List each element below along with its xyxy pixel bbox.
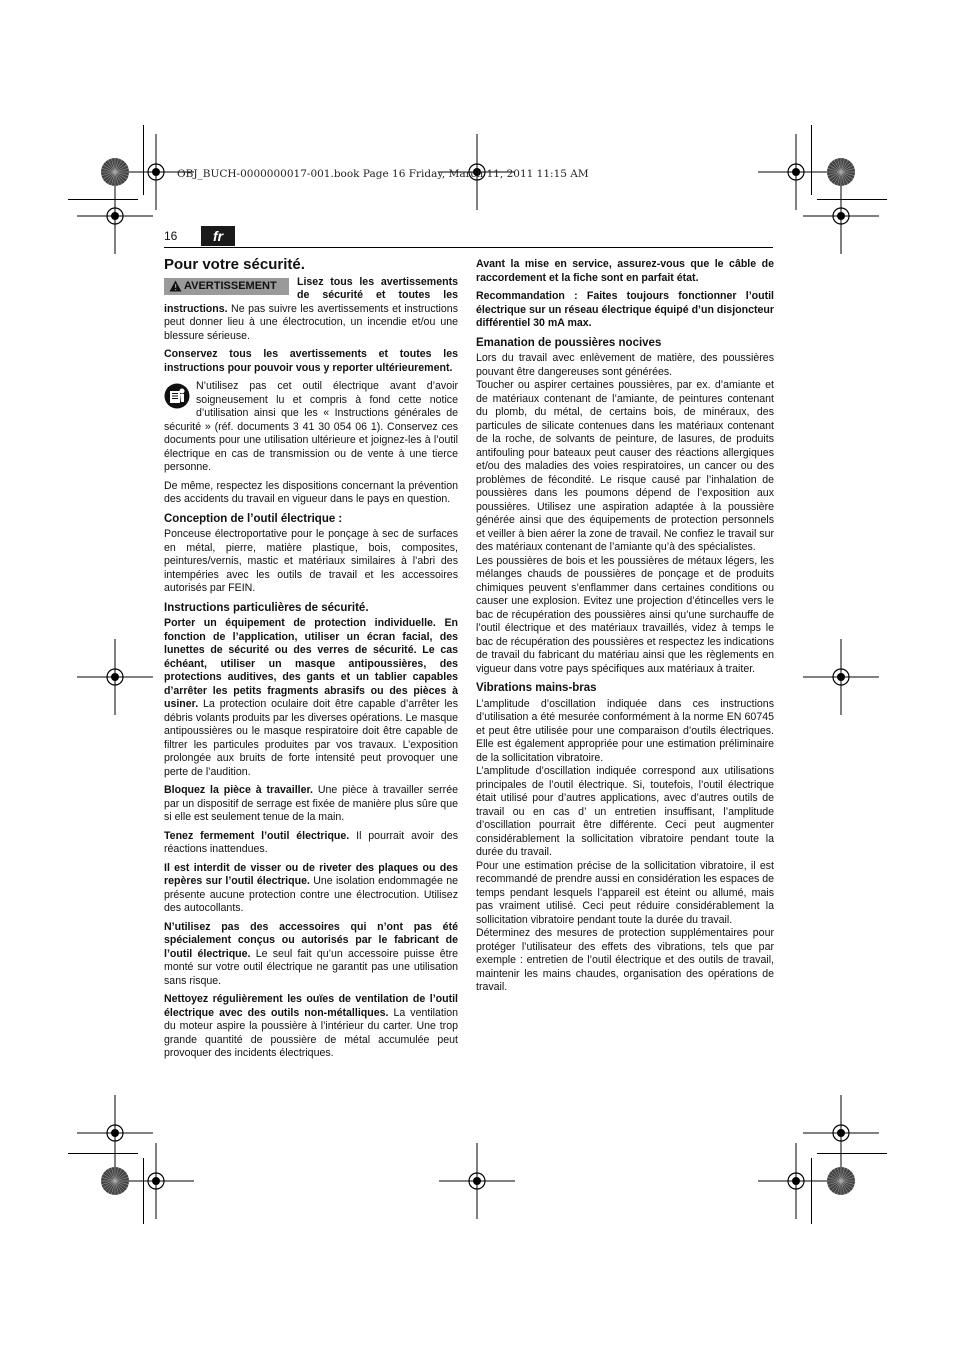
language-tab: fr [201,226,235,246]
heading-dust: Emanation de poussières nocives [476,336,662,349]
crop-mark [811,125,812,195]
warning-badge: AVERTISSEMENT [164,278,289,295]
crop-mark [68,1153,138,1154]
crop-mark [817,1153,887,1154]
color-rosette-mark [826,1166,856,1196]
keep-instructions: Conservez tous les avertissements et toutes les instructions pour pouvoir vous y reporter ultérieurement. [164,348,458,374]
crop-mark [68,199,138,200]
crop-mark [811,1158,812,1224]
crosshair-mark [75,637,155,717]
page-number: 16 [164,229,178,243]
header-rule [164,247,773,248]
crosshair-mark [801,637,881,717]
crop-mark [143,1158,144,1224]
heading-design: Conception de l’outil électrique : [164,512,343,525]
cable-check: Avant la mise en service, assurez-vous que le câble de raccordement et la fiche sont en parfait état. [476,258,774,284]
color-rosette-mark [100,1166,130,1196]
read-manual-icon [164,383,190,409]
right-column: Avant la mise en service, assurez-vous que le câble de raccordement et la fiche sont en parfait état. Recommandation : Faites toujours fonctionner l’outil électrique sur un réseau électrique équipé d’un disjoncteur différentiel 30 mA max. Emanation de poussières nocives Lors du travail avec enlèvement de matière, des poussières pouvant être dangereuses sont générées. Toucher ou aspirer certaines poussières, par ex. d’amiante et de matériaux contenant de l’amiante, de peintures contenant du plomb, du métal, de certains bois, de minéraux, des particules de silicate contenues dans les matériaux contenant de la roche, de solvants de peinture, de lasures, de produits antifouling pour bateaux peut causer des réactions allergiques et/ou des maladies des voies respiratoires, un cancer ou des problèmes de fécondité. Le risque causé par l’inhalation de poussières dans les poumons dépend de l’exposition aux poussières. Utilisez une aspiration adaptée à la poussière générée ainsi que des équipements de protection personnels et veiller à bien aérer la zone de travail. Ne confiez le travail sur des matériaux contenant de l’amiante qu’à des spécialistes. Les poussières de bois et les poussières de métaux légers, les mélanges chauds de poussières de ponçage et de produits chimiques peuvent s’enflammer dans certaines conditions ou causer une explosion. Evitez une projection d’étincelles vers le bac de récupération des poussières ainsi qu’une surchauffe de l’outil électrique et des matériaux travaillés, videz à temps le bac de récupération des poussières et respectez les indications de travail du fabricant du matériau ainsi que les règlements en vigueur dans votre pays spécifiques aux matériaux à traiter. Vibrations mains-bras L’amplitude d’oscillation indiquée dans ces instructions d’utilisation a été mesurée conformément à la norme EN 60745 et peut être utilisée pour une comparaison d’outils électriques. Elle est également appropriée pour une estimation préliminaire de la sollicitation vibratoire. L’amplitude d’oscillation indiquée correspond aux utilisations principales de l’outil électrique. Si, toutefois, l’outil électrique était utilisé pour d’autres applications, avec d’autres outils de travail ou en cas d’ un entretien insuffisant, l’amplitude d’oscillation pourrait être différente. Ceci peut augmenter considérablement la sollicitation vibratoire pendant toute la durée du travail. Pour une estimation précise de la sollicitation vibratoire, il est recommandé de prendre aussi en considération les espaces de temps pendant lesquels l’appareil est éteint ou allumé, mais pas vraiment utilisé. Ceci peut réduire considérablement la sollicitation vibratoire pendant toute la durée du travail. Déterminez des mesures de protection supplémentaires pour protéger l’utilisateur des effets des vibrations, tels que par exemple : entretien de l’outil électrique et des outils de travail, maintenir les mains chaudes, organisation des opérations de travail. [476,258,774,993]
color-rosette-mark [100,157,130,187]
heading-vibration: Vibrations mains-bras [476,682,597,694]
section-title: Pour votre sécurité. [164,256,305,273]
crop-mark [143,125,144,195]
heading-special-instructions: Instructions particulières de sécurité. [164,601,369,614]
color-rosette-mark [826,157,856,187]
crosshair-mark [801,176,881,256]
rcd-recommendation: Recommandation : Faites toujours fonctionner l’outil électrique sur un réseau électrique équipé d’un disjoncteur différentiel 30 mA max. [476,290,774,329]
prevention-text: De même, respectez les dispositions concernant la prévention des accidents du travail en vigueur dans le pays en question. [164,479,458,505]
manual-text: N’utilisez pas cet outil électrique avant d’avoir soigneusement lu et compris à fond cette notice d’utilisation ainsi que les « Instructions générales de sécurité » (réf. documents 3 41 30 054 06 1). Conservez ces documents pour une utilisation ultérieure et joignez-les à l’outil électrique en cas de transmission ou de vente à une tierce personne. [164,380,458,473]
left-column: Pour votre sécurité. AVERTISSEMENT Lisez tous les avertissements de sécurité et toutes les instructions. Ne pas suivre les avertissements et instructions peut donner lieu à une électrocution, un incendie et/ou une blessure sérieuse. Conservez tous les avertissements et toutes les instructions pour pouvoir vous y reporter ultérieurement. N’utilisez pas cet outil électrique avant d’avoir soigneusement lu et compris à fond cette notice d’utilisation ainsi que les « Instructions générales de sécurité » (réf. documents 3 41 30 054 06 1). Conservez ces documents pour une utilisation ultérieure et joignez-les à l’outil électrique en cas de transmission ou de vente à une tierce personne. De même, respectez les dispositions concernant la prévention des accidents du travail en vigueur dans le pays en question. Conception de l’outil électrique : Ponceuse électroportative pour le ponçage à sec de surfaces en métal, pierre, matière plastique, bois, composites, peintures/vernis, mastic et matériaux similaires à l’abri des intempéries avec les outils de travail et les accessoires autorisés par FEIN. Instructions particulières de sécurité. Porter un équipement de protection individuelle. En fonction de l’application, utiliser un écran facial, des lunettes de sécurité ou des verres de sécurité. Le cas échéant, utiliser un masque antipoussières, des protections auditives, des gants et un tablier capables d’arrêter les petits fragments abrasifs ou des pièces à usiner. La protection oculaire doit être capable d’arrêter les débris volants produits par les diverses opérations. Le masque antipoussières ou le masque respiratoire doit être capable de filtrer les particules produites par vos travaux. L’exposition prolongée aux bruits de forte intensité peut provoquer une perte de l’audition. Bloquez la pièce à travailler. Une pièce à travailler serrée par un dispositif de serrage est fixée de manière plus sûre que si elle est seulement tenue de la main. Tenez fermement l’outil électrique. Il pourrait avoir des réactions inattendues. Il est interdit de visser ou de riveter des plaques ou des repères sur l’outil électrique. Une isolation endommagée ne présente aucune protection contre une électrocution. Utilisez des autocollants. N’utilisez pas des accessoires qui n’ont pas été spécialement conçus ou autorisés par le fabricant de l’outil électrique. Le seul fait qu’un accessoire puisse être monté sur votre outil électrique ne garantit pas une utilisation sans risque. Nettoyez régulièrement les ouïes de ventilation de l’outil électrique avec des outils non-métalliques. La ventilation du moteur aspire la poussière à l’intérieur du carter. Une trop grande quantité de poussière de métal accumulée peut provoquer des incidents électriques. [164,256,458,1059]
crop-mark [817,199,887,200]
print-slug: OBJ_BUCH-0000000017-001.book Page 16 Friday, March 11, 2011 11:15 AM [177,168,589,180]
warning-lead: Lisez tous les avertissements de sécurité et toutes les instructions. [164,275,458,315]
design-text: Ponceuse électroportative pour le ponçage à sec de surfaces en métal, pierre, matière plastique, bois, composites, peintures/vernis, mastic et matériaux similaires à l’abri des intempéries avec les outils de travail et les accessoires autorisés par FEIN. [164,528,458,594]
crosshair-mark [437,1141,517,1221]
warning-triangle-icon [169,280,182,292]
warning-text: Ne pas suivre les avertissements et instructions peut donner lieu à une électrocution, un incendie et/ou une blessure sérieuse. [164,302,458,342]
